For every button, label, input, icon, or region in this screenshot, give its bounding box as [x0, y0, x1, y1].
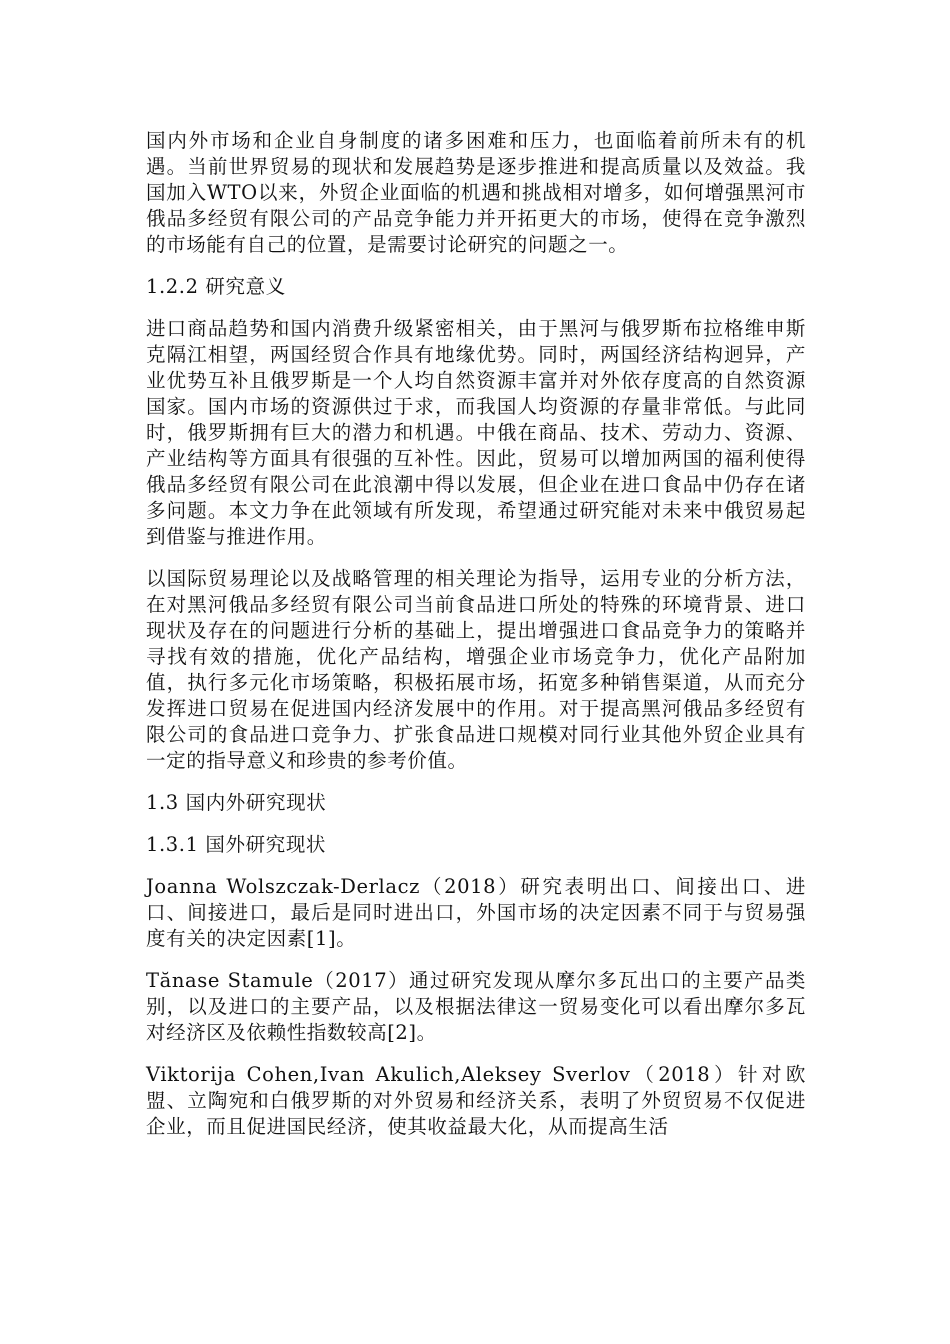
paragraph-foreign-research-2: Tănase Stamule（2017）通过研究发现从摩尔多瓦出口的主要产品类别，以及进口的主要产品，以及根据法律这一贸易变化可以看出摩尔多瓦对经济区及依赖性指数较高[2]。 — [146, 969, 806, 1044]
paragraph-research-significance-1: 进口商品趋势和国内消费升级紧密相关，由于黑河与俄罗斯布拉格维申斯克隔江相望，两国经贸合作具有地缘优势。同时，两国经济结构迥异，产业优势互补且俄罗斯是一个人均自然资源丰富并对外依存度高的自然资源国家。国内市场的资源供过于求，而我国人均资源的存量非常低。与此同时，俄罗斯拥有巨大的潜力和机遇。中俄在商品、技术、劳动力、资源、产业结构等方面具有很强的互补性。因此，贸易可以增加两国的福利使得俄品多经贸有限公司在此浪潮中得以发展，但企业在进口食品中仍存在诸多问题。本文力争在此领域有所发现，希望通过研究能对未来中俄贸易起到借鉴与推进作用。 — [146, 317, 806, 548]
section-heading-1-2-2: 1.2.2 研究意义 — [146, 275, 286, 298]
section-heading-1-3-1: 1.3.1 国外研究现状 — [146, 833, 327, 856]
paragraph-foreign-research-3: Viktorija Cohen,Ivan Akulich,Aleksey Sverlov（2018）针对欧盟、立陶宛和白俄罗斯的对外贸易和经济关系，表明了外贸贸易不仅促进企业，而且促进国民经济，使其收益最大化，从而提高生活 — [146, 1063, 806, 1138]
paragraph-foreign-research-1: Joanna Wolszczak-Derlacz（2018）研究表明出口、间接出口、进口、间接进口，最后是同时进出口，外国市场的决定因素不同于与贸易强度有关的决定因素[1]。 — [146, 875, 806, 950]
paragraph-intro-continuation: 国内外市场和企业自身制度的诸多困难和压力，也面临着前所未有的机遇。当前世界贸易的现状和发展趋势是逐步推进和提高质量以及效益。我国加入WTO以来，外贸企业面临的机遇和挑战相对增多，如何增强黑河市俄品多经贸有限公司的产品竞争能力并开拓更大的市场，使得在竞争激烈的市场能有自己的位置，是需要讨论研究的问题之一。 — [146, 129, 806, 256]
document-body — [146, 128, 806, 1156]
section-heading-1-3: 1.3 国内外研究现状 — [146, 791, 327, 814]
paragraph-research-significance-2: 以国际贸易理论以及战略管理的相关理论为指导，运用专业的分析方法，在对黑河俄品多经贸有限公司当前食品进口所处的特殊的环境背景、进口现状及存在的问题进行分析的基础上，提出增强进口食品竞争力的策略并寻找有效的措施，优化产品结构，增强企业市场竞争力，优化产品附加值，执行多元化市场策略，积极拓展市场，拓宽多种销售渠道，从而充分发挥进口贸易在促进国内经济发展中的作用。对于提高黑河俄品多经贸有限公司的食品进口竞争力、扩张食品进口规模对同行业其他外贸企业具有一定的指导意义和珍贵的参考价值。 — [146, 567, 806, 772]
